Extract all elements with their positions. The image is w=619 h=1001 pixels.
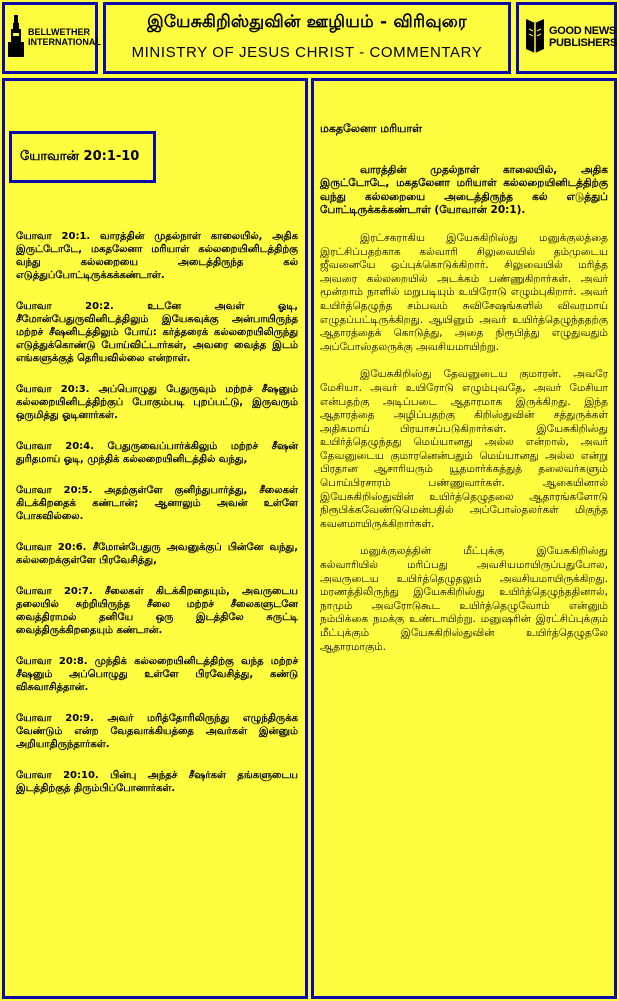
- good-news-logo-text: GOOD NEWS PUBLISHERS: [549, 24, 617, 49]
- verse: யோவா 20:8. முந்திக் கல்லறையினிடத்திற்கு வந்த மற்றச் சீஷனும் அப்பொழுது உள்ளே பிரவேசித்து, கண்டு விசுவாசித்தான்.: [16, 656, 298, 693]
- verse-list: [16, 230, 298, 813]
- commentary-paragraph: மனுக்குலத்தின் மீட்புக்கு இயேசுகிறிஸ்து கல்வாரியில் மரிப்பது அவசியமாயிருப்பதுபோல, அவருடைய உயிர்த்தெழுதலும் அவசியமாயிருக்கிறது. மரணத்திலிருந்து இயேசுகிறிஸ்து உயிர்த்தெழுந்ததினால், நாமும் அவரோடுகூட உயிர்த்தெழுவோம் என்னும் நம்பிக்கை நமக்கு உண்டாயிற்று. மனுஷரின் இரட்சிப்புக்கும் மீட்புக்கும் இயேசுகிறிஸ்துவின் உயிர்த்தெழுதலே ஆதாரமாகும்.: [320, 545, 608, 653]
- page-title-english: MINISTRY OF JESUS CHRIST - COMMENTARY: [131, 44, 483, 61]
- commentary-paragraph: இரட்சகராகிய இயேசுகிறிஸ்து மனுக்குலத்தை இரட்சிப்பதற்காக கல்வாரி சிலுவையில் தம்முடைய ஜீவனையே ஒப்புக்கொடுக்கிறார். சிலுவையில் மரித்த அவரை கல்லறையில் அடக்கம் பண்ணுகிறார்கள். அவர் மூன்றாம் நாளில் மறுபடியும் உயிரோடு எழும்புகிறார். அவர் உயிர்த்தெழுந்த சம்பவம் சுவிசேஷங்களில் விவரமாய் எழுதப்பட்டிருக்கிறது. ஆயினும் அவர் உயிர்த்தெழுந்ததற்கு ஆதாரத்தைக் கொடுத்து, அதை நிரூபித்து எழுதுவதும் அப்போஸ்தலருக்கு அவசியமாயிற்று.: [320, 231, 608, 353]
- page-title-tamil: இயேசுகிறிஸ்துவின் ஊழியம் - விரிவுரை: [147, 12, 467, 32]
- verse: யோவா 20:9. அவர் மரித்தோரிலிருந்து எழுந்திருக்க வேண்டும் என்ற வேதவாக்கியத்தை அவர்கள் இன்னும் அறியாதிருந்தார்கள்.: [16, 713, 298, 750]
- verse: யோவா 20:5. அதற்குள்ளே குனிந்துபார்த்து, சீலைகள் கிடக்கிறதைக் கண்டான்; ஆனாலும் அவன் உள்ளே போகவில்லை.: [16, 485, 298, 522]
- commentary-heading: மகதலேனா மரியாள்: [320, 122, 423, 135]
- verse: யோவா 20:2. உடனே அவள் ஓடி, சீமோன்பேதுருவினிடத்திலும் இயேசுவுக்கு அன்பாயிருந்த மற்றச் சீஷனிடத்திலும் போய்: கர்த்தரைக் கல்லறையிலிருந்து எடுத்துக்கொண்டு போய்விட்டார்கள், அவரை வைத்த இடம் எங்களுக்குத் தெரியவில்லை என்றாள்.: [16, 301, 298, 364]
- bellwether-logo: [8, 14, 101, 62]
- verse: யோவா 20:10. பின்பு அந்தச் சீஷர்கள் தங்களுடைய இடத்திற்குத் திரும்பிப்போனார்கள்.: [16, 770, 298, 794]
- bellwether-icon: [8, 15, 24, 61]
- book-icon: [524, 17, 546, 57]
- bellwether-logo-text: BELLWETHER INTERNATIONAL: [28, 27, 101, 47]
- verse: யோவா 20:6. சீமோன்பேதுரு அவனுக்குப் பின்னே வந்து, கல்லறைக்குள்ளே பிரவேசித்து,: [16, 542, 298, 566]
- verse: யோவா 20:7. சீலைகள் கிடக்கிறதையும், அவருடைய தலையில் சுற்றியிருந்த சீலை மற்றச் சீலைகளுடனே வைத்திராமல் தனியே ஒரு இடத்திலே சுருட்டி வைத்திருக்கிறதையும் கண்டான்.: [16, 586, 298, 636]
- verse: யோவா 20:4. பேதுருவைப்பார்க்கிலும் மற்றச் சீஷன் துரிதமாய் ஓடி, முந்திக் கல்லறையினிடத்தில் வந்து,: [16, 441, 298, 465]
- commentary-paragraph: இயேசுகிறிஸ்து தேவனுடைய குமாரன். அவரே மேசியா. அவர் உயிரோடு எழும்புவதே, அவர் மேசியா என்பதற்கு அடிப்படை ஆதாரமாக இருக்கிறது. இந்த ஆதாரத்தை அழிப்பதற்கு கிறிஸ்துவின் சத்துருக்கள் அதிகமாய் பிரயாசப்படுகிறார்கள். இயேசுகிறிஸ்து உயிர்த்தெழுந்தது மெய்யானது அல்ல என்றால், அவர் தேவனுடைய குமாரனென்பதும் மெய்யானது அல்ல என்று பிரதான ஆசாரியரும் யூதமார்க்கத்துத் தலைவர்களும் பொய்பிரசாரம் பண்ணுவார்கள். ஆகையினால் இயேசுகிறிஸ்துவின் உயிர்த்தெழுதலை ஆதாரங்களோடு நிரூபிக்கவேண்டுமென்பதில் அப்போஸ்தலர்கள் மிகுந்த கவனமாயிருக்கிறார்கள்.: [320, 368, 608, 530]
- verse: யோவா 20:1. வாரத்தின் முதல்நாள் காலையில், அதிக இருட்டோடே, மகதலேனா மரியாள் கல்லறையினிடத்திற்கு வந்து கல்லறையை அடைத்திருந்த கல் எடுத்துப்போட்டிருக்கக்கண்டாள்.: [16, 231, 298, 281]
- commentary-quote: வாரத்தின் முதல்நாள் காலையில், அதிக இருட்டோடே, மகதலேனா மரியாள் கல்லறையினிடத்திற்கு வந்து கல்லறையை அடைத்திருந்த கல் எடுத்துப் போட்டிருக்கக்கண்டாள் (யோவான் 20:1).: [320, 163, 608, 217]
- commentary-body: [320, 122, 608, 668]
- verse: யோவா 20:3. அப்பொழுது பேதுருவும் மற்றச் சீஷனும் கல்லறையினிடத்திற்குப் போகும்படி புறப்பட்டு, இருவரும் ஒருமித்து ஓடினார்கள்.: [16, 384, 298, 421]
- passage-reference: யோவான் 20:1-10: [9, 131, 156, 183]
- good-news-logo: [524, 12, 616, 62]
